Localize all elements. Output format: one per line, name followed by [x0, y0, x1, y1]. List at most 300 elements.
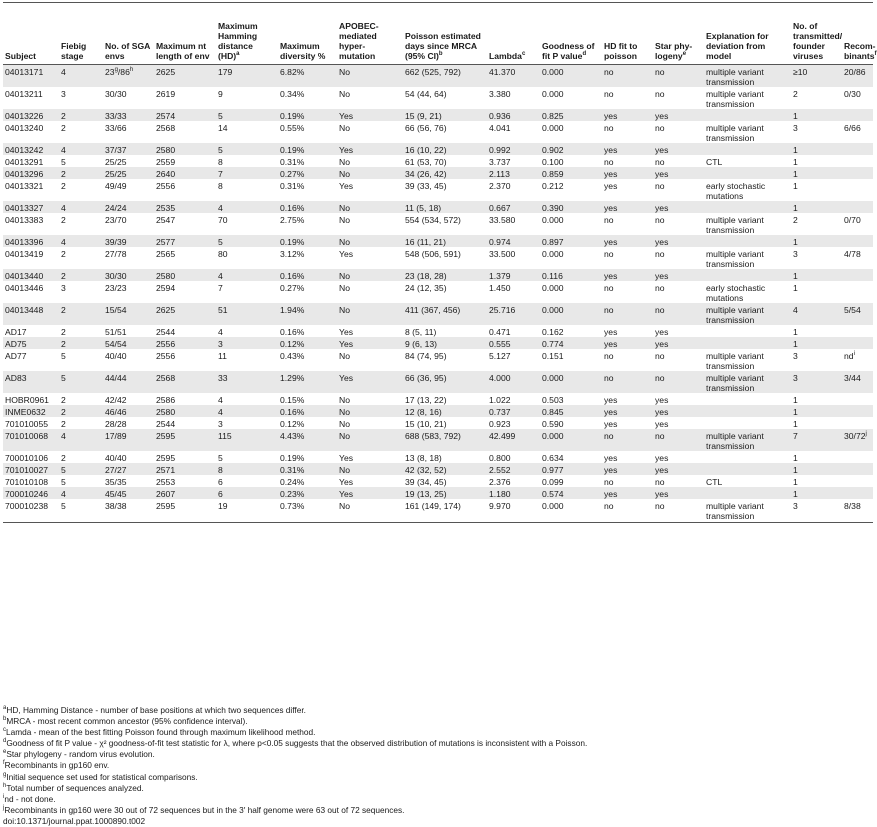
cell-value: 2556: [156, 181, 176, 191]
cell-value: 16 (10, 22): [405, 145, 447, 155]
cell-value: multiple variant transmission: [706, 123, 764, 143]
cell-hdfit: [602, 121, 653, 143]
cell-hdfit: [602, 109, 653, 121]
cell-value: 42.499: [489, 431, 516, 441]
cell-hd: [216, 155, 278, 167]
cell-value: 2: [61, 395, 66, 405]
cell-value: 04013226: [5, 111, 44, 121]
cell-subject: [3, 281, 59, 303]
cell-days: [403, 235, 487, 247]
cell-tf: [791, 499, 842, 523]
cell-value: 33/33: [105, 111, 127, 121]
cell-value: 04013240: [5, 123, 44, 133]
cell-lambda: [487, 349, 540, 371]
cell-value: 2553: [156, 477, 176, 487]
cell-value: no: [655, 373, 665, 383]
cell-days: [403, 65, 487, 88]
cell-ntlen: [154, 303, 216, 325]
cell-value: 49/49: [105, 181, 127, 191]
cell-value: 0.000: [542, 373, 564, 383]
cell-value: 2: [61, 123, 66, 133]
cell-value: nd: [844, 351, 854, 361]
cell-value: 04013321: [5, 181, 44, 191]
cell-div: [278, 235, 337, 247]
cell-subject: [3, 65, 59, 88]
cell-value: 0.774: [542, 339, 564, 349]
cell-value: 11 (5, 18): [405, 203, 442, 213]
doi-text: doi:10.1371/journal.ppat.1000890.t002: [3, 815, 146, 826]
cell-star: [653, 451, 704, 463]
footnote-text: Initial sequence set used for statistical comparisons.: [6, 771, 198, 782]
cell-value: 2.75%: [280, 215, 305, 225]
cell-div: [278, 325, 337, 337]
cell-fiebig: [59, 499, 103, 523]
cell-pval: [540, 281, 602, 303]
footnote: [3, 749, 873, 760]
cell-value: No: [339, 351, 350, 361]
cell-pval: [540, 451, 602, 463]
cell-value: 0.16%: [280, 271, 305, 281]
cell-subject: [3, 167, 59, 179]
footnote: [3, 760, 873, 771]
cell-value: 1: [793, 419, 798, 429]
cell-value: 3: [218, 339, 223, 349]
cell-subject: [3, 269, 59, 281]
cell-value: 23/70: [105, 215, 127, 225]
cell-tf: [791, 179, 842, 201]
cell-recomb: [842, 247, 873, 269]
cell-hd: [216, 349, 278, 371]
cell-value: 2625: [156, 305, 176, 315]
cell-fiebig: [59, 349, 103, 371]
cell-ntlen: [154, 179, 216, 201]
footnote: [3, 738, 873, 749]
cell-value: 701010055: [5, 419, 49, 429]
cell-expl: [704, 121, 791, 143]
cell-value: yes: [604, 465, 618, 475]
cell-value: 1: [793, 477, 798, 487]
cell-value: yes: [655, 489, 669, 499]
cell-value: 4: [61, 67, 66, 77]
cell-value: yes: [655, 465, 669, 475]
cell-value: 25/25: [105, 157, 127, 167]
column-header-label: Maximum Hamming distance (HD): [218, 21, 258, 61]
cell-value: 700010246: [5, 489, 49, 499]
data-table: [3, 3, 877, 523]
cell-value: 9.970: [489, 501, 511, 511]
footnote-marker: i: [853, 351, 855, 358]
cell-value: 701010027: [5, 465, 49, 475]
cell-div: [278, 179, 337, 201]
cell-apobec: [337, 487, 403, 499]
footnote-text: Recombinants in gp160 env.: [4, 760, 110, 771]
cell-ntlen: [154, 463, 216, 475]
cell-hd: [216, 303, 278, 325]
cell-value: Yes: [339, 477, 354, 487]
cell-apobec: [337, 155, 403, 167]
cell-tf: [791, 201, 842, 213]
cell-lambda: [487, 155, 540, 167]
cell-div: [278, 201, 337, 213]
table-row: [3, 429, 873, 451]
cell-tf: [791, 247, 842, 269]
cell-value: 2544: [156, 419, 176, 429]
cell-hd: [216, 325, 278, 337]
cell-lambda: [487, 499, 540, 523]
cell-value: 33: [218, 373, 228, 383]
cell-star: [653, 155, 704, 167]
cell-star: [653, 499, 704, 523]
cell-value: 8: [218, 157, 223, 167]
cell-value: 0.34%: [280, 89, 305, 99]
cell-subject: [3, 417, 59, 429]
cell-apobec: [337, 65, 403, 88]
cell-hdfit: [602, 247, 653, 269]
footnote-text: Total number of sequences analyzed.: [6, 782, 144, 793]
cell-star: [653, 201, 704, 213]
cell-lambda: [487, 121, 540, 143]
cell-value: 7: [218, 169, 223, 179]
cell-sga: [103, 487, 154, 499]
footnote: [3, 783, 873, 794]
cell-value: No: [339, 501, 350, 511]
cell-sga: [103, 417, 154, 429]
cell-hd: [216, 87, 278, 109]
cell-sga: [103, 213, 154, 235]
cell-lambda: [487, 87, 540, 109]
cell-ntlen: [154, 65, 216, 88]
cell-value: 700010238: [5, 501, 49, 511]
cell-expl: [704, 487, 791, 499]
table-row: [3, 451, 873, 463]
cell-value: 8 (5, 11): [405, 327, 437, 337]
cell-hd: [216, 463, 278, 475]
cell-value: no: [655, 215, 665, 225]
cell-lambda: [487, 451, 540, 463]
table-row: [3, 235, 873, 247]
cell-value: 0/70: [844, 215, 861, 225]
cell-pval: [540, 155, 602, 167]
cell-value: yes: [655, 203, 669, 213]
cell-hdfit: [602, 463, 653, 475]
cell-expl: [704, 499, 791, 523]
cell-value: 2556: [156, 351, 176, 361]
cell-tf: [791, 475, 842, 487]
cell-value: yes: [655, 169, 669, 179]
cell-pval: [540, 475, 602, 487]
cell-pval: [540, 65, 602, 88]
cell-tf: [791, 213, 842, 235]
cell-recomb: [842, 109, 873, 121]
cell-value: 04013291: [5, 157, 44, 167]
cell-value: 46/46: [105, 407, 127, 417]
cell-recomb: [842, 499, 873, 523]
cell-value: CTL: [706, 157, 723, 167]
cell-value: 161 (149, 174): [405, 501, 461, 511]
header-row: [3, 3, 873, 65]
footnote-marker: g: [3, 771, 7, 778]
cell-days: [403, 213, 487, 235]
cell-hdfit: [602, 303, 653, 325]
cell-value: 0.19%: [280, 111, 305, 121]
cell-value: 54/54: [105, 339, 127, 349]
footnote-text: Goodness of fit P value - χ² goodness-of-fit test statistic for λ, where p<0.05 suggests that the observed distribution of mutations is inconsistent with a Poisson.: [6, 738, 588, 749]
cell-value: no: [604, 67, 614, 77]
cell-hdfit: [602, 393, 653, 405]
cell-value: 2556: [156, 339, 176, 349]
cell-star: [653, 235, 704, 247]
cell-subject: [3, 429, 59, 451]
cell-star: [653, 349, 704, 371]
cell-div: [278, 213, 337, 235]
cell-div: [278, 303, 337, 325]
table-row: [3, 155, 873, 167]
cell-value: 2625: [156, 67, 176, 77]
cell-days: [403, 393, 487, 405]
cell-star: [653, 417, 704, 429]
cell-value: No: [339, 407, 350, 417]
cell-value: 1: [793, 407, 798, 417]
footnote-text: Recombinants in gp160 were 30 out of 72 sequences but in the 3′ half genome were 63 out of 72 sequences.: [4, 804, 405, 815]
cell-value: 6.82%: [280, 67, 305, 77]
footnote-marker: a: [236, 51, 240, 58]
cell-div: [278, 167, 337, 179]
cell-value: 30/30: [105, 89, 127, 99]
column-header: [540, 3, 602, 65]
cell-expl: [704, 143, 791, 155]
cell-value: 1: [793, 271, 798, 281]
cell-value: 0.897: [542, 237, 564, 247]
cell-value: yes: [655, 327, 669, 337]
cell-hdfit: [602, 281, 653, 303]
cell-value: no: [655, 67, 665, 77]
cell-days: [403, 405, 487, 417]
cell-recomb: [842, 337, 873, 349]
cell-days: [403, 179, 487, 201]
cell-fiebig: [59, 475, 103, 487]
cell-lambda: [487, 429, 540, 451]
cell-div: [278, 87, 337, 109]
cell-value: 2: [61, 271, 66, 281]
cell-value: 4.041: [489, 123, 511, 133]
cell-value: 15 (9, 21): [405, 111, 442, 121]
footnote-marker: i: [3, 793, 5, 800]
cell-value: 0.19%: [280, 237, 305, 247]
cell-hdfit: [602, 429, 653, 451]
cell-value: no: [655, 351, 665, 361]
cell-value: 8/38: [844, 501, 861, 511]
cell-tf: [791, 65, 842, 88]
cell-pval: [540, 143, 602, 155]
cell-fiebig: [59, 303, 103, 325]
cell-value: 2: [61, 339, 66, 349]
cell-recomb: [842, 87, 873, 109]
cell-expl: [704, 155, 791, 167]
cell-tf: [791, 109, 842, 121]
cell-fiebig: [59, 87, 103, 109]
cell-value: 0.151: [542, 351, 564, 361]
cell-subject: [3, 487, 59, 499]
cell-value: 0.000: [542, 305, 564, 315]
table-row: [3, 281, 873, 303]
cell-value: HOBR0961: [5, 395, 49, 405]
cell-sga: [103, 337, 154, 349]
cell-days: [403, 475, 487, 487]
cell-star: [653, 337, 704, 349]
cell-value: 0.55%: [280, 123, 305, 133]
cell-value: No: [339, 431, 350, 441]
cell-subject: [3, 405, 59, 417]
cell-value: 5: [61, 157, 66, 167]
cell-recomb: [842, 487, 873, 499]
cell-fiebig: [59, 109, 103, 121]
cell-value: no: [604, 215, 614, 225]
cell-hdfit: [602, 325, 653, 337]
cell-sga: [103, 393, 154, 405]
cell-div: [278, 65, 337, 88]
cell-apobec: [337, 87, 403, 109]
cell-value: 0.31%: [280, 181, 305, 191]
cell-pval: [540, 201, 602, 213]
cell-value: 0.000: [542, 89, 564, 99]
cell-hd: [216, 179, 278, 201]
cell-value: 9: [218, 89, 223, 99]
cell-value: No: [339, 203, 350, 213]
cell-value: 2: [61, 215, 66, 225]
cell-sga: [103, 405, 154, 417]
cell-fiebig: [59, 371, 103, 393]
cell-value: yes: [655, 111, 669, 121]
footnote-marker: d: [3, 738, 7, 745]
cell-recomb: [842, 325, 873, 337]
cell-sga: [103, 303, 154, 325]
footnote-text: nd - not done.: [4, 793, 56, 804]
cell-fiebig: [59, 167, 103, 179]
cell-value: 2: [61, 181, 66, 191]
cell-value: 3: [793, 351, 798, 361]
cell-div: [278, 463, 337, 475]
cell-value: yes: [655, 419, 669, 429]
cell-ntlen: [154, 499, 216, 523]
cell-star: [653, 487, 704, 499]
table-row: [3, 499, 873, 523]
cell-hd: [216, 213, 278, 235]
cell-ntlen: [154, 143, 216, 155]
cell-value: 115: [218, 431, 232, 441]
cell-value: 27/27: [105, 465, 127, 475]
cell-value: 2595: [156, 453, 176, 463]
cell-sga: [103, 349, 154, 371]
cell-hdfit: [602, 201, 653, 213]
cell-pval: [540, 269, 602, 281]
cell-fiebig: [59, 405, 103, 417]
footnote-marker: e: [3, 749, 7, 756]
cell-value: 0.667: [489, 203, 511, 213]
column-header: [154, 3, 216, 65]
cell-tf: [791, 429, 842, 451]
cell-hdfit: [602, 167, 653, 179]
cell-value: Yes: [339, 181, 354, 191]
cell-value: 0.974: [489, 237, 511, 247]
footnote: [3, 805, 873, 816]
cell-value: 2574: [156, 111, 176, 121]
cell-value: Yes: [339, 145, 354, 155]
cell-apobec: [337, 405, 403, 417]
cell-value: INME0632: [5, 407, 46, 417]
table-row: [3, 371, 873, 393]
cell-value: yes: [655, 145, 669, 155]
cell-value: 1: [793, 395, 798, 405]
cell-value: multiple variant transmission: [706, 249, 764, 269]
table-row: [3, 487, 873, 499]
cell-subject: [3, 121, 59, 143]
cell-sga: [103, 475, 154, 487]
cell-tf: [791, 303, 842, 325]
cell-value: 0.16%: [280, 407, 305, 417]
cell-recomb: [842, 235, 873, 247]
cell-sga: [103, 65, 154, 88]
cell-value: Yes: [339, 327, 354, 337]
cell-hdfit: [602, 475, 653, 487]
cell-star: [653, 405, 704, 417]
cell-value: 2571: [156, 465, 176, 475]
cell-value: no: [604, 305, 614, 315]
cell-value: 1: [793, 169, 798, 179]
cell-days: [403, 487, 487, 499]
cell-pval: [540, 405, 602, 417]
cell-hdfit: [602, 235, 653, 247]
cell-fiebig: [59, 487, 103, 499]
cell-value: multiple variant transmission: [706, 215, 764, 235]
cell-expl: [704, 65, 791, 88]
cell-pval: [540, 499, 602, 523]
cell-subject: [3, 87, 59, 109]
cell-value: 2: [61, 419, 66, 429]
cell-value: 19: [218, 501, 228, 511]
cell-recomb: [842, 475, 873, 487]
cell-sga: [103, 167, 154, 179]
cell-hdfit: [602, 349, 653, 371]
cell-expl: [704, 201, 791, 213]
cell-hdfit: [602, 143, 653, 155]
footnote-marker: a: [3, 705, 7, 712]
table-row: [3, 247, 873, 269]
cell-value: /86: [117, 67, 130, 77]
cell-fiebig: [59, 281, 103, 303]
cell-recomb: [842, 167, 873, 179]
cell-value: 2: [61, 249, 66, 259]
cell-value: 33.580: [489, 215, 516, 225]
cell-subject: [3, 337, 59, 349]
cell-days: [403, 87, 487, 109]
cell-value: 4/78: [844, 249, 861, 259]
cell-value: 2595: [156, 501, 176, 511]
table-row: [3, 463, 873, 475]
cell-value: multiple variant transmission: [706, 67, 764, 87]
cell-apobec: [337, 325, 403, 337]
table-row: [3, 393, 873, 405]
cell-lambda: [487, 269, 540, 281]
cell-value: 33/66: [105, 123, 127, 133]
cell-ntlen: [154, 429, 216, 451]
cell-subject: [3, 155, 59, 167]
footnote-marker: h: [3, 782, 7, 789]
cell-ntlen: [154, 337, 216, 349]
cell-sga: [103, 463, 154, 475]
cell-value: 0.555: [489, 339, 511, 349]
cell-value: AD17: [5, 327, 27, 337]
cell-value: Yes: [339, 339, 354, 349]
